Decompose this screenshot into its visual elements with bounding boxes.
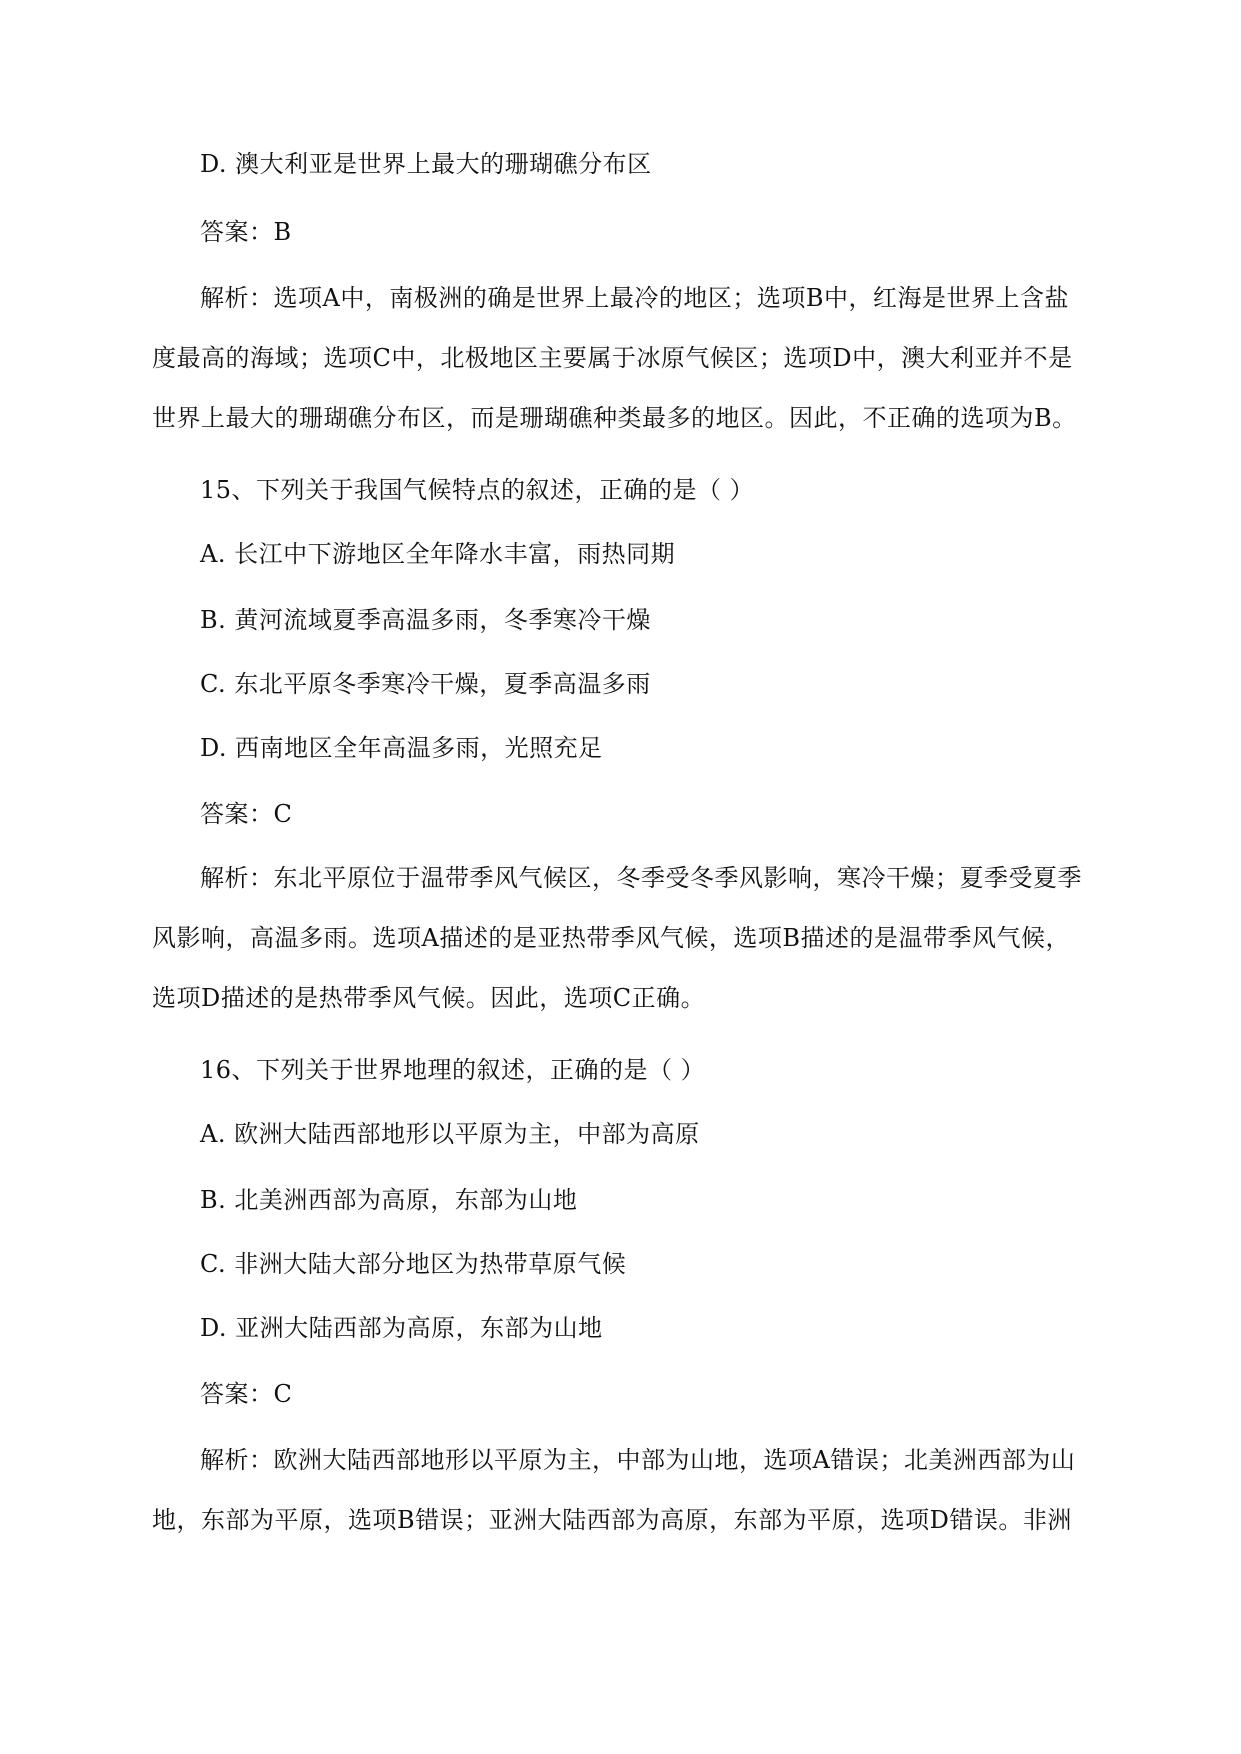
- explanation-q15-line1: 解析：东北平原位于温带季风气候区，冬季受冬季风影响，寒冷干燥；夏季受夏季: [200, 864, 1082, 892]
- explanation-q16-line2: 地，东部为平原，选项B错误；亚洲大陆西部为高原，东部为平原，选项D错误。非洲: [152, 1506, 1072, 1534]
- option-d-q16: D. 亚洲大陆西部为高原，东部为山地: [200, 1314, 603, 1342]
- option-c-q15: C. 东北平原冬季寒冷干燥，夏季高温多雨: [200, 670, 651, 698]
- option-b-q15: B. 黄河流域夏季高温多雨，冬季寒冷干燥: [200, 606, 651, 634]
- option-c-q16: C. 非洲大陆大部分地区为热带草原气候: [200, 1250, 627, 1278]
- explanation-q15-line2: 风影响，高温多雨。选项A描述的是亚热带季风气候，选项B描述的是温带季风气候，: [152, 924, 1070, 952]
- answer-q16: 答案：C: [200, 1380, 293, 1408]
- option-a-q16: A. 欧洲大陆西部地形以平原为主，中部为高原: [200, 1120, 700, 1148]
- option-d-q15: D. 西南地区全年高温多雨，光照充足: [200, 734, 603, 762]
- option-a-q15: A. 长江中下游地区全年降水丰富，雨热同期: [200, 540, 676, 568]
- explanation-q16-line1: 解析：欧洲大陆西部地形以平原为主，中部为山地，选项A错误；北美洲西部为山: [200, 1446, 1076, 1474]
- answer-q15: 答案：C: [200, 800, 293, 828]
- explanation-q14-line2: 度最高的海域；选项C中，北极地区主要属于冰原气候区；选项D中，澳大利亚并不是: [152, 344, 1073, 372]
- option-b-q16: B. 北美洲西部为高原，东部为山地: [200, 1186, 578, 1214]
- option-d-q14: D. 澳大利亚是世界上最大的珊瑚礁分布区: [200, 150, 652, 178]
- explanation-q14-line1: 解析：选项A中，南极洲的确是世界上最冷的地区；选项B中，红海是世界上含盐: [200, 284, 1069, 312]
- question-15: 15、下列关于我国气候特点的叙述，正确的是（ ）: [200, 476, 755, 504]
- explanation-q15-line3: 选项D描述的是热带季风气候。因此，选项C正确。: [152, 984, 706, 1012]
- question-16: 16、下列关于世界地理的叙述，正确的是（ ）: [200, 1056, 706, 1084]
- answer-q14: 答案：B: [200, 218, 292, 246]
- explanation-q14-line3: 世界上最大的珊瑚礁分布区，而是珊瑚礁种类最多的地区。因此，不正确的选项为B。: [152, 404, 1077, 432]
